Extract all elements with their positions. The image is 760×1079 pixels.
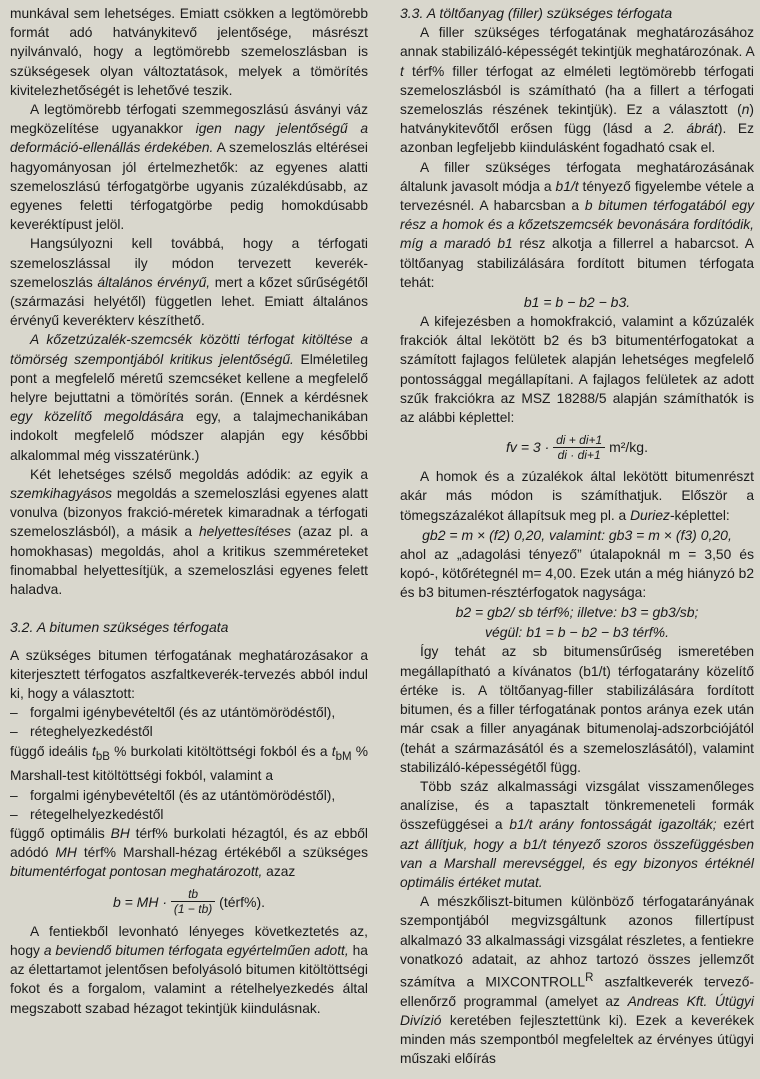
formula-b1-final: végül: b1 = b − b2 − b3 térf%. [484, 624, 670, 641]
symbol: t [92, 743, 96, 759]
text-run: függő ideális [10, 743, 93, 759]
paragraph [10, 100, 368, 234]
emphasis: b bitumen térfogatából egy rész a homok és a kőzetszemcsék bevonására fordítódik, míg a maradó b1 [400, 198, 754, 252]
subscript: bB [95, 750, 110, 763]
list-item: – réteghelyezkedéstől [10, 722, 368, 741]
symbol: n [741, 102, 750, 118]
numerator: di + di+1 [553, 433, 605, 448]
emphasis: általános érvényű, [97, 274, 211, 290]
text-run: (azaz pl. a homokhasas) megoldás, ahol a kritikus szemméreteket finomabbal helyettesítjük, a szemeloszlási egyenes felett haladva. [10, 524, 368, 598]
text-run: rész alkotja a fillerrel a habarcsot. A töltőanyag stabilizálására fordított bitumen térfogata tehát: [400, 236, 754, 290]
text-run: % burkolati kitöltöttségi fokból és a [109, 743, 332, 759]
text-run: -képlettel: [669, 507, 730, 523]
text-run: A mészkőliszt-bitumen különböző térfogatarányának szempontjából megvizsgáltunk azonos fillertípust alkalmazó 33 alkalmassági vizsgálat részletes, a fentiekre vonatkozó adatait, az ahhoz tartozó összes jellemzőt számítva a MIXCONTROLL [400, 894, 754, 990]
spacer [10, 638, 368, 646]
formula-b1: b1 = b − b2 − b3. [523, 294, 631, 311]
emphasis: 2. ábrát [663, 121, 718, 137]
text-run: egy, a talajmechanikában indokolt megfelelő módszer alapján egy későbbi alkalommal még visszatérünk.) [10, 409, 368, 463]
text-run: térf% burkolati hézagtól, és az ebből adódó [10, 826, 368, 861]
superscript: R [585, 971, 594, 984]
numerator: tb [171, 887, 215, 902]
fraction [171, 887, 215, 916]
emphasis: a beviendő bitumen térfogata egyértelműen adott, [43, 942, 349, 958]
emphasis: A kőzetzúzalék-szemcsék közötti térfogat kitöltése a tömörség szempontjából kritikus jelentőségű. [10, 332, 368, 367]
paragraph [400, 158, 754, 292]
text-run: A filler szükséges térfogata meghatározásának általunk javasolt módja a [400, 159, 754, 194]
paragraph: A kifejezésben a homokfrakció, valamint a kőzúzalék frakciók által lekötött b2 és b3 bitumentérfogatokat a számított fajlagos felületek alapján lehetséges megfelelő pontossággal megállapítani. A fajlagos felületek az adott szűk frakciókra az MSZ 18288/5 alapján számíthatók is az alábbi képlettel: [400, 314, 754, 426]
emphasis: szemkihagyásos [10, 486, 112, 502]
text-run: mert a kőzet sűrűségétől (származási helyétől) független lehet. Emiatt általános érvényű keverékterv készíthető. [10, 274, 368, 329]
text-run: A homok és a zúzalékok által lekötött bitumenrészt akár más módon is számíthatjuk. Először a tömegszázalékot állapítsuk meg pl. a [400, 469, 754, 523]
text-run: ezért [716, 817, 754, 833]
dash-list [10, 786, 368, 824]
paragraph [400, 777, 754, 892]
emphasis: igen nagy jelentőségű a deformáció-ellenállás érdekében. [10, 121, 368, 156]
symbol: t [400, 63, 404, 79]
denominator: (1 − tb) [173, 902, 213, 917]
section-heading: 3.3. A töltőanyag (filler) szükséges térfogata [400, 5, 673, 21]
paragraph [10, 742, 368, 786]
text-run: térf% Marshall-hézag értékéből a szükséges [76, 845, 368, 861]
paragraph [400, 892, 754, 1068]
emphasis: Andreas Kft. Útügyi Divízió [400, 993, 754, 1028]
paragraph [10, 922, 368, 1018]
text-run: Két lehetséges szélső megoldás adódik: az egyik a [30, 466, 368, 482]
emphasis: Duriez [630, 507, 670, 523]
text-run: ha az élettartamot jelentősen befolyásoló bitumen kitöltöttségi fokot és a forgalom, valamint a rételhelyezkedés által megszabott szabad hézagot tekintjük kiindulásnak. [10, 942, 368, 1016]
formula-unit: m²/kg. [609, 439, 648, 456]
text-run: térf% filler térfogat az elméleti legtömörebb térfogati szemeloszlásból is számítható (ha a fillert a térfogati szemeloszlás részének tekintjük). Ez a választott ( [400, 63, 754, 118]
left-column [10, 4, 368, 1018]
section-heading: 3.2. A bitumen szükséges térfogata [10, 619, 229, 636]
text-run: A szemeloszlás eltérései hagyományosan jól értelmezhetők: az egyenes alatti szemeloszlású térfogatgörbe ugyanis zúzalékdúsabb, az egyenes feletti térfogatgörbe pedig homokdúsabb keveréktípust jelöl. [10, 140, 369, 233]
emphasis: azt állítjuk, hogy a b1/t tényező szoros összefüggésben van a Marshall merevséggel, és egy bizonyos értéknél optimális értéket mutat. [400, 836, 754, 890]
text-run: függő optimális [10, 826, 111, 842]
text-run: Több száz alkalmassági vizsgálat visszamenőleges analízise, és a tapasztalt tönkremeneteli formák összefüggései a [400, 778, 754, 833]
text-run: A filler szükséges térfogatának meghatározásához annak stabilizáló-képességét tekintjük meghatározónak. A [400, 25, 754, 60]
list-item: – forgalmi igénybevételtől (és az utántömörödéstől), [10, 703, 368, 722]
text-run: azaz [262, 864, 296, 880]
dash-list [10, 703, 368, 741]
paragraph [10, 234, 368, 330]
text-run: A fentiekből levonható lényeges következtetés az, hogy [10, 923, 368, 958]
formula-unit: (térf%). [219, 893, 266, 910]
emphasis: egy közelítő megoldására [10, 409, 184, 425]
formula-duriez: gb2 = m × (f2) 0,20, valamint: gb3 = m × (f3) 0,20, [422, 526, 732, 543]
formula-b2-b3: b2 = gb2/ sb térf%; illetve: b3 = gb3/sb; [455, 604, 699, 621]
emphasis: bitumentérfogat pontosan meghatározott, [10, 864, 263, 880]
paragraph: ahol az „adagolási tényező” útalapoknál m = 3,50 és kopó-, kötőrétegnél m= 4,00. Ezek után a még hiányzó b2 és b3 bitumen-résztérfogatok nagysága: [400, 546, 754, 601]
denominator: di · di+1 [557, 447, 601, 462]
symbol: MH [55, 845, 77, 861]
fraction [553, 433, 605, 462]
text-run: ) hatványkitevőtől erősen függ (lásd a [400, 102, 754, 137]
paragraph [10, 330, 368, 464]
text-run: keretében fejlesztettünk ki). Ezek a keverékek minden más szempontból megfeleltek az érvényes útügyi műszaki előírás [400, 1012, 754, 1067]
text-run: ). Ez azonban legfeljebb kiindulásként fogadható csak el. [400, 121, 754, 156]
text-run: tényező figyelembe vétele a tervezésnél. A habarcsban a [400, 178, 754, 214]
paragraph [400, 467, 754, 525]
paragraph: Így tehát az sb bitumensűrűség ismeretében megállapítható a kívánatos (b1/t) térfogatarány közelítő értéke is. A töltőanyag-filler stabilizálására fordított bitumen, és a filler térfogatának pontos aránya ezek után már csak a filler anyagának bitumenolaj-adszorbciójától (tehát a származásától és a szemeloszlásától), valamint stabilizáló-képességétől függ. [400, 644, 754, 775]
paragraph [400, 23, 754, 157]
formula-lhs: fv = 3 · [506, 439, 550, 456]
text-run: aszfaltkeverék tervező-ellenőrző programmal (amelyet az [400, 974, 754, 1009]
symbol: t [331, 743, 336, 759]
paragraph [10, 465, 368, 599]
symbol: b1/t [555, 178, 579, 194]
text-run: Hangsúlyozni kell továbbá, hogy a térfogati szemeloszlással ily módon tervezett keverék-szemeloszlás [10, 236, 368, 290]
right-column [400, 4, 754, 1069]
paragraph: munkával sem lehetséges. Emiatt csökken a legtömörebb formát adó hatványkitevő jelentősége, másrészt nyilvánvaló, hogy a legtömörebb szemeloszlásban is szükségesek olyan változtatások, melyek a tömörítés kivitelezhetőségét is lehetővé teszik. [10, 6, 368, 98]
formula-specific-surface [400, 427, 754, 467]
paragraph: A szükséges bitumen térfogatának meghatározásakor a kiterjesztett térfogatos aszfaltkeverék-tervezés abból indul ki, hogy a választott: [10, 647, 368, 701]
symbol: BH [110, 826, 130, 842]
list-item: – forgalmi igénybevételtől (és az utántömörödéstől), [10, 786, 368, 805]
text-run: A legtömörebb térfogati szemmegoszlású ásványi váz megközelítése ugyanakkor [10, 102, 368, 137]
paragraph [10, 824, 368, 882]
emphasis: b1/t arány fontosságát igazolták; [509, 817, 717, 833]
formula-lhs: b = MH · [112, 893, 168, 910]
text-run: Elméletileg pont a megfelelő méretű szemcséket kellene a megfelelő helyre bejuttatni a tömörítés során. (Ennek a kérdésnek [10, 351, 368, 406]
formula-bitumen-volume [10, 882, 368, 922]
subscript: bM [335, 750, 352, 763]
text-run: % Marshall-test kitöltöttségi fokból, valamint a [10, 743, 368, 784]
text-run: megoldás a szemeloszlási egyenes alatt vonulva (bizonyos frakció-méretek kimaradnak a térfogati szemeloszlásból), a másik a [10, 486, 368, 540]
spacer [10, 599, 368, 618]
emphasis: helyettesítéses [199, 524, 292, 540]
list-item: – rétegelhelyezkedéstől [10, 805, 368, 824]
